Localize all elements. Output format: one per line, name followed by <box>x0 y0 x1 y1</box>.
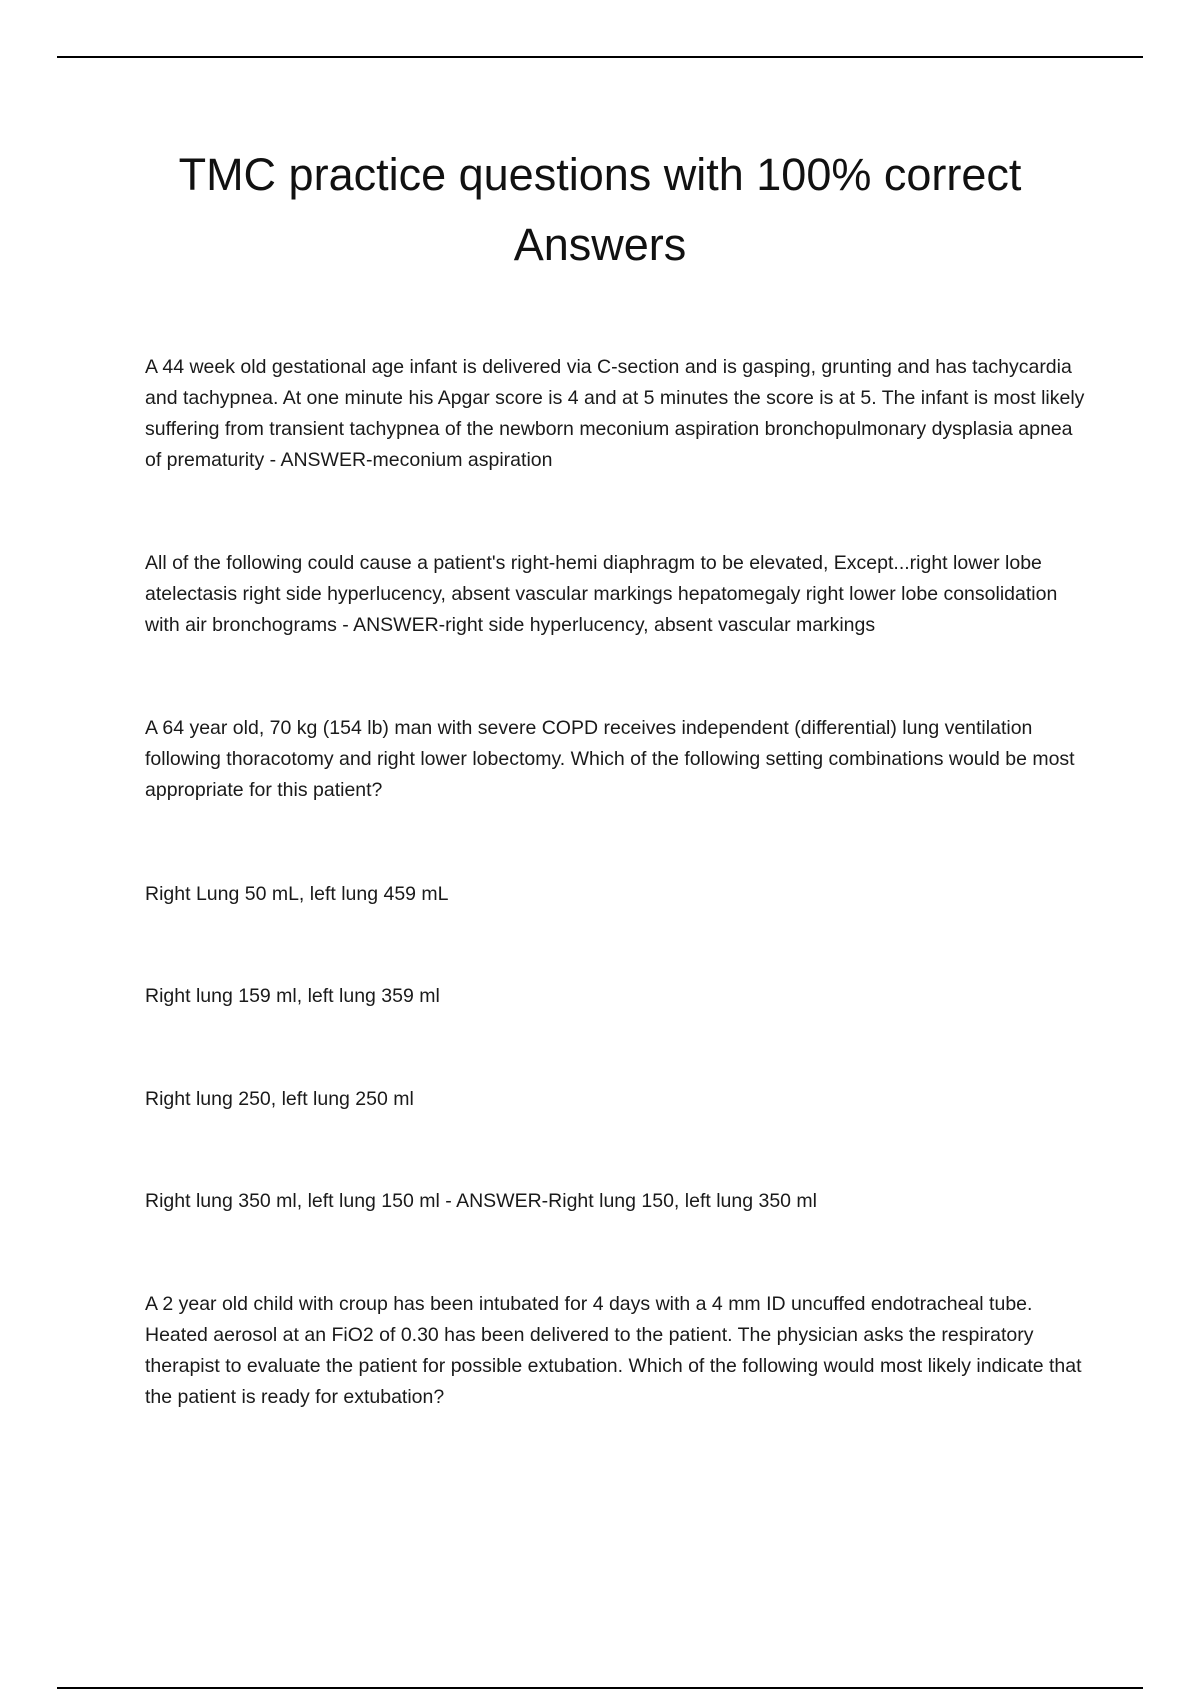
answer-option-a: Right Lung 50 mL, left lung 459 mL <box>145 883 449 905</box>
footer-rule <box>57 1687 1143 1689</box>
answer-option-d: Right lung 350 ml, left lung 150 ml - ANSWER-Right lung 150, left lung 350 ml <box>145 1190 818 1212</box>
answer-option-b: Right lung 159 ml, left lung 359 ml <box>145 985 440 1007</box>
answer-option-c: Right lung 250, left lung 250 ml <box>145 1088 414 1110</box>
question-meconium-aspiration: A 44 week old gestational age infant is delivered via C-section and is gasping, grunting and has tachycardia and tachypnea. At one minute his Apgar score is 4 and at 5 minutes the score is at 5. The infant is most likely suffering from transient tachypnea of the newborn meconium aspiration bronchopulmonary dysplasia apnea of prematurity - ANSWER-meconium aspiration <box>145 356 1085 471</box>
header-rule <box>57 56 1143 58</box>
document-title: TMC practice questions with 100% correct Answers <box>178 149 1022 270</box>
question-elevated-hemidiaphragm: All of the following could cause a patient's right-hemi diaphragm to be elevated, Except...right lower lobe atelectasis right side hyperlucency, absent vascular markings hepatomegaly right lower lobe consolidation with air bronchograms - ANSWER-right side hyperlucency, absent vascular markings <box>145 552 1058 636</box>
question-croup-extubation: A 2 year old child with croup has been intubated for 4 days with a 4 mm ID uncuffed endotracheal tube. Heated aerosol at an FiO2 of 0.30 has been delivered to the patient. The physician asks the respiratory therapist to evaluate the patient for possible extubation. Which of the following would most likely indicate that the patient is ready for extubation? <box>145 1293 1082 1408</box>
question-differential-lung-ventilation: A 64 year old, 70 kg (154 lb) man with severe COPD receives independent (differential) lung ventilation following thoracotomy and right lower lobectomy. Which of the following setting combinations would be most appropriate for this patient? <box>145 717 1075 801</box>
